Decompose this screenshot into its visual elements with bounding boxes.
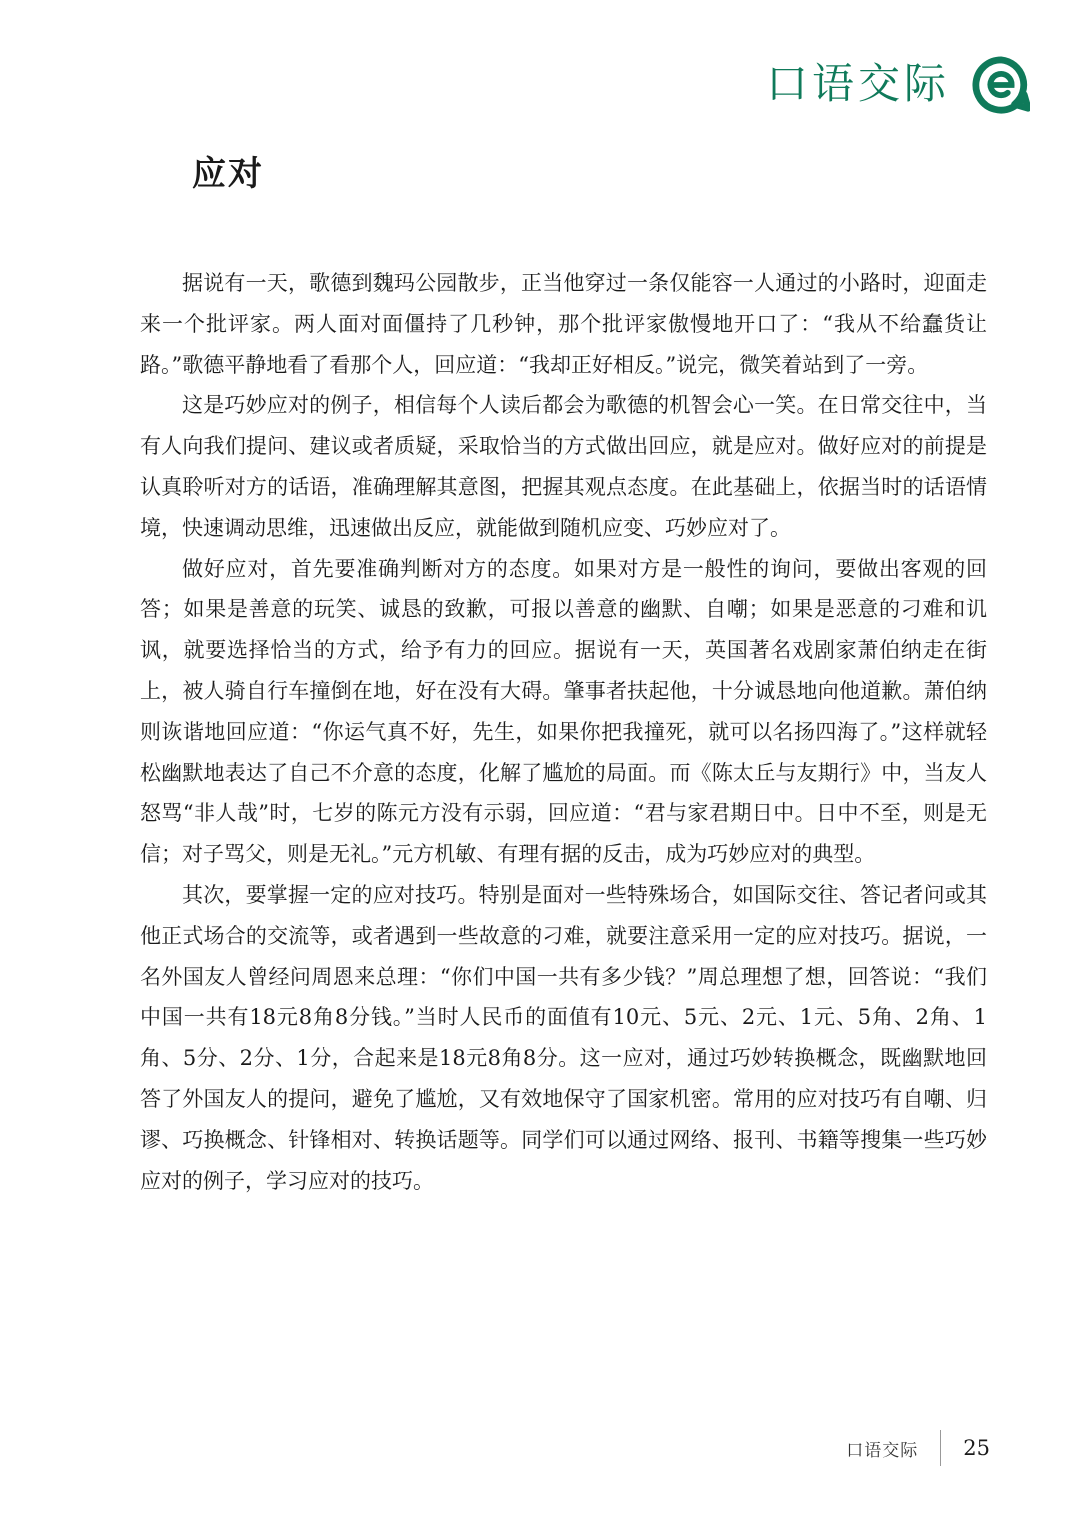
- page-title: 应对: [192, 154, 264, 194]
- paragraph-2: 这是巧妙应对的例子，相信每个人读后都会为歌德的机智会心一笑。在日常交往中，当有人向我们提问、建议或者质疑，采取恰当的方式做出回应，就是应对。做好应对的前提是认真聆听对方的话语，准确理解其意图，把握其观点态度。在此基础上，依据当时的话语情境，快速调动思维，迅速做出反应，就能做到随机应变、巧妙应对了。: [140, 393, 987, 540]
- article-body: [140, 263, 987, 1201]
- footer-section-label: 口语交际: [846, 1440, 919, 1461]
- paragraph-1: 据说有一天，歌德到魏玛公园散步，正当他穿过一条仅能容一人通过的小路时，迎面走来一个批评家。两人面对面僵持了几秒钟，那个批评家傲慢地开口了：“我从不给蠢货让路。”歌德平静地看了看那个人，回应道：“我却正好相反。”说完，微笑着站到了一旁。: [140, 271, 987, 377]
- section-header-title: 口语交际: [765, 59, 950, 108]
- paragraph-4: 其次，要掌握一定的应对技巧。特别是面对一些特殊场合，如国际交往、答记者问或其他正式场合的交流等，或者遇到一些故意的刁难，就要注意采用一定的应对技巧。据说，一名外国友人曾经问周恩来总理：“你们中国一共有多少钱？”周总理想了想，回答说：“我们中国一共有18元8角8分钱。”当时人民币的面值有10元、5元、2元、1元、5角、2角、1角、5分、2分、1分，合起来是18元8角8分。这一应对，通过巧妙转换概念，既幽默地回答了外国友人的提问，避免了尴尬，又有效地保守了国家机密。常用的应对技巧有自嘲、归谬、巧换概念、针锋相对、转换话题等。同学们可以通过网络、报刊、书籍等搜集一些巧妙应对的例子，学习应对的技巧。: [140, 882, 987, 1193]
- page-footer: [846, 1428, 990, 1468]
- speech-bubble-e-icon: [972, 56, 1030, 114]
- footer-divider: [940, 1430, 941, 1466]
- paragraph-3: 做好应对，首先要准确判断对方的态度。如果对方是一般性的询问，要做出客观的回答；如果是善意的玩笑、诚恳的致歉，可报以善意的幽默、自嘲；如果是恶意的刁难和讥讽，就要选择恰当的方式，给予有力的回应。据说有一天，英国著名戏剧家萧伯纳走在街上，被人骑自行车撞倒在地，好在没有大碍。肇事者扶起他，十分诚恳地向他道歉。萧伯纳则诙谐地回应道：“你运气真不好，先生，如果你把我撞死，就可以名扬四海了。”这样就轻松幽默地表达了自己不介意的态度，化解了尴尬的局面。而《陈太丘与友期行》中，当友人怒骂“非人哉”时，七岁的陈元方没有示弱，回应道：“君与家君期日中。日中不至，则是无信；对子骂父，则是无礼。”元方机敏、有理有据的反击，成为巧妙应对的典型。: [140, 556, 987, 867]
- page-number: 25: [963, 1436, 990, 1460]
